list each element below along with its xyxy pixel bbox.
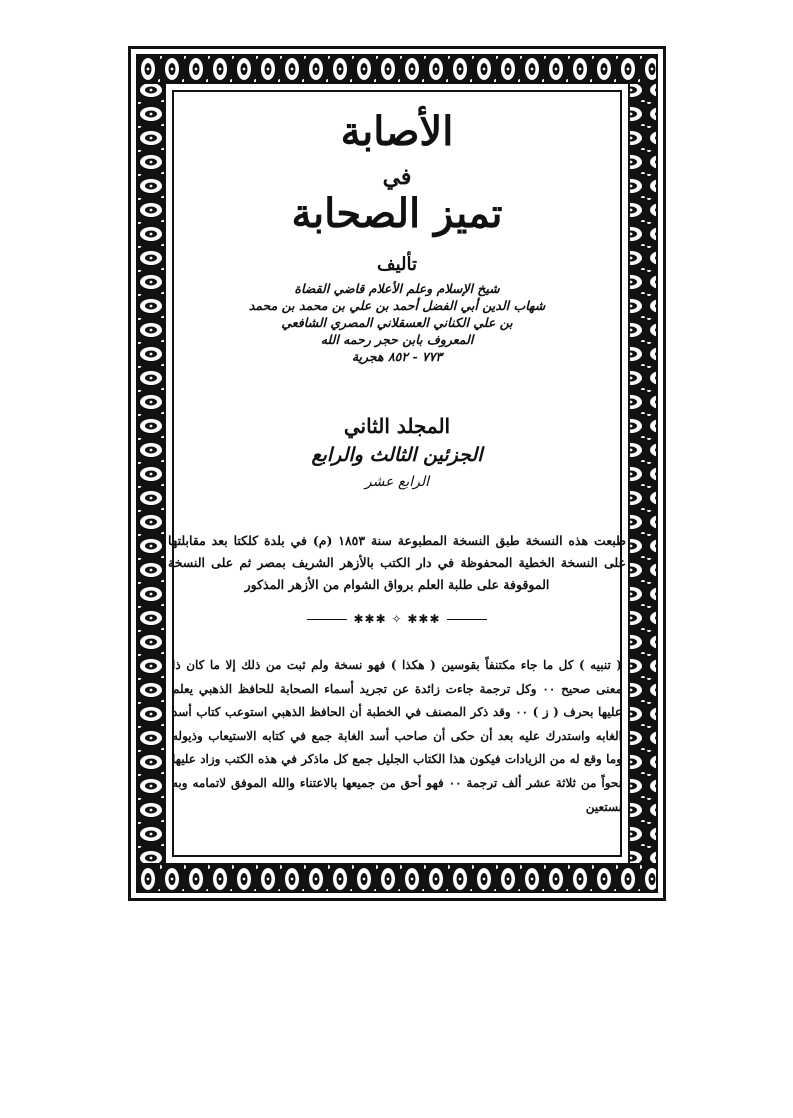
divider-line bbox=[307, 619, 347, 620]
authorship-label: تأليف bbox=[376, 254, 418, 275]
volume-parts: الجزئين الثالث والرابع bbox=[311, 444, 483, 466]
book-subtitle: تميز الصحابة bbox=[291, 190, 503, 237]
author-block bbox=[236, 280, 558, 365]
author-line: بن علي الكناني العسقلاني المصري الشافعي bbox=[281, 315, 513, 330]
printing-note: طبعت هذه النسخة طبق النسخة المطبوعة سنة ١٨٥٣ (م) في بلدة كلكتا بعد مقابلتها على النسخة الخطية المحفوظة في دار الكتب بالأزهر الشريف بمصر ثم على النسخة الموقوفة على طلبة العلم برواق الشوام من الأزهر المذكور bbox=[168, 533, 627, 592]
title-page-content bbox=[168, 94, 627, 853]
author-dates: ٧٧٣ - ٨٥٢ هجرية bbox=[351, 349, 443, 364]
divider-line bbox=[447, 619, 487, 620]
author-line: المعروف بابن حجر رحمه الله bbox=[320, 332, 474, 347]
tanbih-note bbox=[172, 654, 622, 819]
author-line: شهاب الدين أبي الفضل أحمد بن علي بن محمد بن محمد bbox=[248, 298, 546, 313]
section-divider bbox=[176, 612, 618, 626]
author-line: شيخ الإسلام وعلم الأعلام قاضي القضاة bbox=[294, 281, 500, 296]
divider-ornament: ✱✱✱ ✧ ✱✱✱ bbox=[353, 612, 441, 626]
volume-label: المجلد الثاني bbox=[343, 414, 451, 438]
juz-label: الرابع عشر bbox=[364, 474, 430, 490]
title-connector: في bbox=[382, 164, 412, 190]
book-title: الأصابة bbox=[340, 108, 454, 155]
tanbih-text: ( تنبيه ) كل ما جاء مكتنفاً بقوسين ( هكذا ) فهو نسخة ولم ثبت من ذلك إلا ما كان ذا معنى صحيح ٠٠ وكل ترجمة جاءت زائدة عن تجريد أسماء الصحابة للحافظ الذهبي يعلم عليها بحرف ( ز ) ٠٠ وقد ذكر المصنف في الخطبة أن الحافظ الذهبي استوعب كتاب أسد الغابه واستدرك عليه بعد أن حكى أن صاحب أسد الغابة جمع في كتابه الاستيعاب وذيوله وما وقع له من الزيادات فيكون هذا الكتاب الجليل جمع كل ماذكر في هذه الكتب وزاد عليها نحواً من ثلاثة عشر ألف ترجمة ٠٠ فهو أحق من جميعها بالاعتناء والله الموفق لاتمامه وبه نستعين bbox=[172, 658, 622, 814]
